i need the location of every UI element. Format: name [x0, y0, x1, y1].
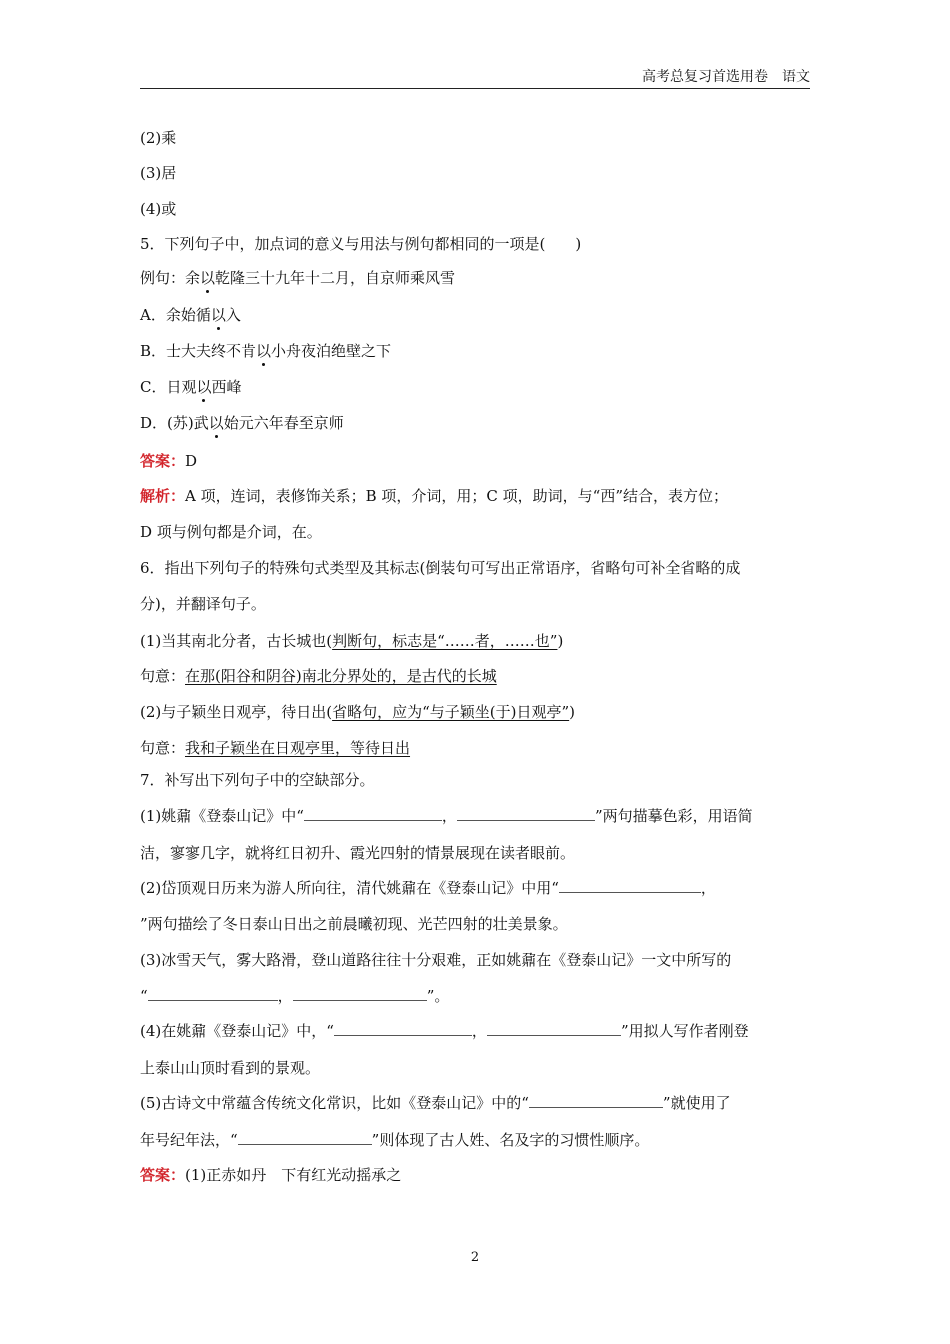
- blank: [238, 1132, 372, 1145]
- underlined-answer: 省略句，应为“与子颖坐(于)日观亭”: [332, 703, 570, 721]
- q5-stem: 5．下列句子中，加点词的意义与用法与例句都相同的一项是( ): [140, 235, 582, 253]
- answer-label: 答案：: [140, 1166, 186, 1184]
- blank: [487, 1023, 621, 1036]
- q7-part-2: [140, 878, 812, 898]
- text: 例句：余: [140, 269, 201, 287]
- analysis-label: 解析：: [140, 487, 186, 505]
- blank: [304, 808, 442, 821]
- text: “: [140, 987, 148, 1005]
- text: (1)姚鼐《登泰山记》中“: [140, 807, 304, 825]
- blank: [293, 988, 427, 1001]
- blank: [334, 1023, 472, 1036]
- q6-translation-2: [140, 738, 812, 758]
- item-3: (3)居: [140, 164, 177, 182]
- q6-sentence-1: [140, 631, 812, 651]
- text: (5)古诗文中常蕴含传统文化常识，比如《登泰山记》中的“: [140, 1094, 529, 1112]
- text: (1)当其南北分者，古长城也(: [140, 632, 333, 650]
- page-number: 2: [470, 1250, 480, 1265]
- q6-stem: 6．指出下列句子的特殊句式类型及其标志(倒装句可写出正常语序，省略句可补全省略的成: [140, 559, 741, 577]
- text: A．余始循: [140, 306, 211, 324]
- q7-part-5-cont: [140, 1130, 812, 1150]
- q5-analysis-cont: D 项与例句都是介词，在。: [140, 523, 322, 541]
- text: 西峰: [211, 378, 242, 396]
- text: 乾隆三十九年十二月，自京师乘风雪: [215, 269, 456, 287]
- text: ，: [277, 987, 293, 1005]
- q7-answer: [140, 1165, 812, 1185]
- blank: [529, 1095, 663, 1108]
- text: 句意：: [140, 667, 186, 685]
- q7-part-3-cont: [140, 986, 812, 1006]
- q5-option-c: [140, 377, 812, 397]
- blank: [148, 988, 278, 1001]
- text: D．(苏)武: [140, 414, 209, 432]
- text: (2)岱顶观日历来为游人所向往，清代姚鼐在《登泰山记》中用“: [140, 879, 559, 897]
- q7-part-5: [140, 1093, 812, 1113]
- q5-option-b: [140, 341, 812, 361]
- text: ”两句描摹色彩，用语简: [594, 807, 753, 825]
- text: ): [557, 632, 564, 650]
- text: ”就使用了: [662, 1094, 731, 1112]
- text: ”则体现了古人姓、名及字的习惯性顺序。: [371, 1131, 650, 1149]
- q7-part-1-cont: 洁，寥寥几字，就将红日初升、霞光四射的情景展现在读者眼前。: [140, 844, 576, 862]
- text: B．士大夫终不肯: [140, 342, 257, 360]
- text: ，: [700, 879, 716, 897]
- answer-label: 答案：: [140, 452, 186, 470]
- dotted-word: 以: [200, 269, 216, 287]
- dotted-word: 以: [256, 342, 272, 360]
- q6-stem-cont: 分)，并翻译句子。: [140, 595, 266, 613]
- analysis-text: A 项，连词，表修饰关系；B 项，介词，用；C 项，助词，与“西”结合，表方位；: [185, 487, 728, 505]
- q5-option-a: [140, 305, 812, 325]
- header-title: 高考总复习首选用卷 语文: [642, 69, 810, 85]
- text: 入: [225, 306, 241, 324]
- q7-part-2-cont: ”两句描绘了冬日泰山日出之前晨曦初现、光芒四射的壮美景象。: [140, 915, 568, 933]
- text: ): [569, 703, 576, 721]
- q7-part-3: (3)冰雪天气，雾大路滑，登山道路往往十分艰难，正如姚鼐在《登泰山记》一文中所写的: [140, 951, 732, 969]
- underlined-answer: 我和子颖坐在日观亭里，等待日出: [185, 739, 411, 757]
- text: ，: [441, 807, 457, 825]
- text: 句意：: [140, 739, 186, 757]
- text: ”用拟人写作者刚登: [620, 1022, 749, 1040]
- q5-example: [140, 268, 812, 288]
- text: ”。: [426, 987, 450, 1005]
- q7-stem: 7．补写出下列句子中的空缺部分。: [140, 771, 375, 789]
- underlined-answer: 判断句，标志是“……者，……也”: [332, 632, 558, 650]
- page-header: [140, 68, 810, 89]
- text: 始元六年春至京师: [223, 414, 344, 432]
- q5-option-d: [140, 413, 812, 433]
- blank: [457, 808, 595, 821]
- q7-part-4: [140, 1021, 812, 1041]
- text: ，: [471, 1022, 487, 1040]
- text: 年号纪年法，“: [140, 1131, 238, 1149]
- q7-part-4-cont: 上泰山山顶时看到的景观。: [140, 1059, 321, 1077]
- q5-answer: [140, 451, 812, 471]
- text: 小舟夜泊绝壁之下: [271, 342, 392, 360]
- text: (2)与子颖坐日观亭，待日出(: [140, 703, 333, 721]
- dotted-word: 以: [196, 378, 212, 396]
- text: (4)在姚鼐《登泰山记》中，“: [140, 1022, 334, 1040]
- answer-text: (1)正赤如丹 下有红光动摇承之: [185, 1166, 402, 1184]
- q6-sentence-2: [140, 702, 812, 722]
- q7-part-1: [140, 806, 812, 826]
- q5-analysis: [140, 486, 812, 506]
- q6-translation-1: [140, 666, 812, 686]
- underlined-answer: 在那(阳谷和阴谷)南北分界处的，是古代的长城: [185, 667, 497, 685]
- dotted-word: 以: [210, 306, 226, 324]
- answer-text: D: [185, 452, 198, 470]
- dotted-word: 以: [208, 414, 224, 432]
- item-4: (4)或: [140, 200, 177, 218]
- blank: [559, 880, 701, 893]
- text: C．日观: [140, 378, 197, 396]
- item-2: (2)乘: [140, 129, 177, 147]
